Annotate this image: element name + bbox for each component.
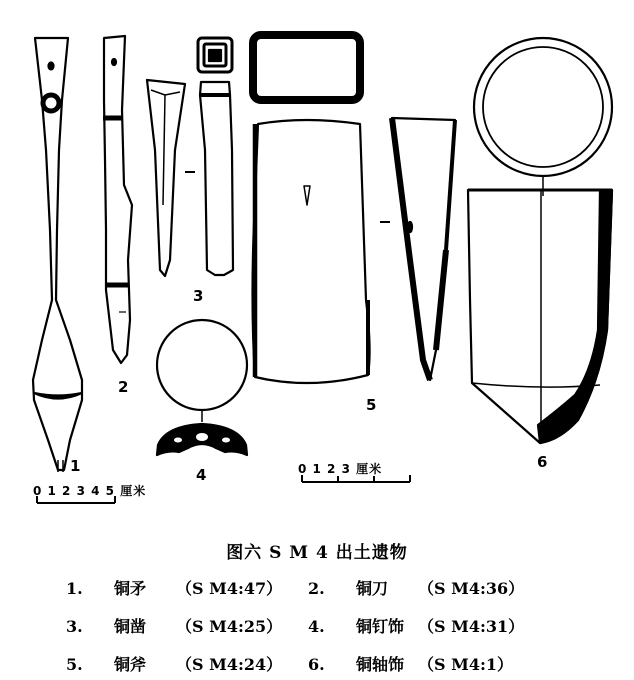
scale-left-label xyxy=(33,482,146,499)
item-code: （S M4:31） xyxy=(418,617,525,636)
item-code: （S M4:36） xyxy=(418,579,525,598)
chisel-front-drawing xyxy=(185,38,233,275)
item-number: 6. xyxy=(308,655,325,674)
caption-row xyxy=(0,614,634,640)
label-1: 1 xyxy=(70,457,81,475)
item-number: 5. xyxy=(66,655,83,674)
axe-drawing xyxy=(253,35,370,383)
knife-drawing xyxy=(103,36,132,363)
scale-left-unit: 厘米 xyxy=(120,484,147,498)
axle-ornament-drawing xyxy=(468,38,612,443)
item-code: （S M4:47） xyxy=(176,579,283,598)
scale-right-ticks: 0 1 2 3 xyxy=(298,462,351,476)
caption-row xyxy=(0,576,634,602)
caption-item-2 xyxy=(308,576,524,599)
caption-item-5 xyxy=(66,652,282,675)
item-name: 铜矛 xyxy=(114,579,147,598)
item-number: 1. xyxy=(66,579,83,598)
item-name: 铜刀 xyxy=(356,579,389,598)
caption-item-3 xyxy=(66,614,282,637)
item-code: （S M4:25） xyxy=(176,617,283,636)
scale-left-ticks: 0 1 2 3 4 5 xyxy=(33,484,115,498)
item-number: 3. xyxy=(66,617,83,636)
item-number: 2. xyxy=(308,579,325,598)
item-name: 铜轴饰 xyxy=(356,655,405,674)
figure-caption-title: 图六 S M 4 出土遗物 xyxy=(226,543,408,563)
item-code: （S M4:24） xyxy=(176,655,283,674)
scale-right-unit: 厘米 xyxy=(356,462,383,476)
item-name: 铜钉饰 xyxy=(356,617,405,636)
caption-row xyxy=(0,652,634,678)
item-name: 铜斧 xyxy=(114,655,147,674)
caption-item-4 xyxy=(308,614,524,637)
caption-item-1 xyxy=(66,576,282,599)
item-code: （S M4:1） xyxy=(418,655,514,674)
label-3: 3 xyxy=(193,287,204,305)
label-5: 5 xyxy=(366,396,377,414)
axe-side-drawing xyxy=(380,118,455,380)
nail-ornament-drawing xyxy=(157,320,247,455)
chisel-side-drawing xyxy=(147,80,185,276)
item-number: 4. xyxy=(308,617,325,636)
caption-item-6 xyxy=(308,652,513,675)
item-name: 铜凿 xyxy=(114,617,147,636)
label-4: 4 xyxy=(196,466,207,484)
scale-right-label xyxy=(298,460,382,477)
label-2: 2 xyxy=(118,378,129,396)
label-6: 6 xyxy=(537,453,548,471)
spear-drawing xyxy=(33,38,82,472)
